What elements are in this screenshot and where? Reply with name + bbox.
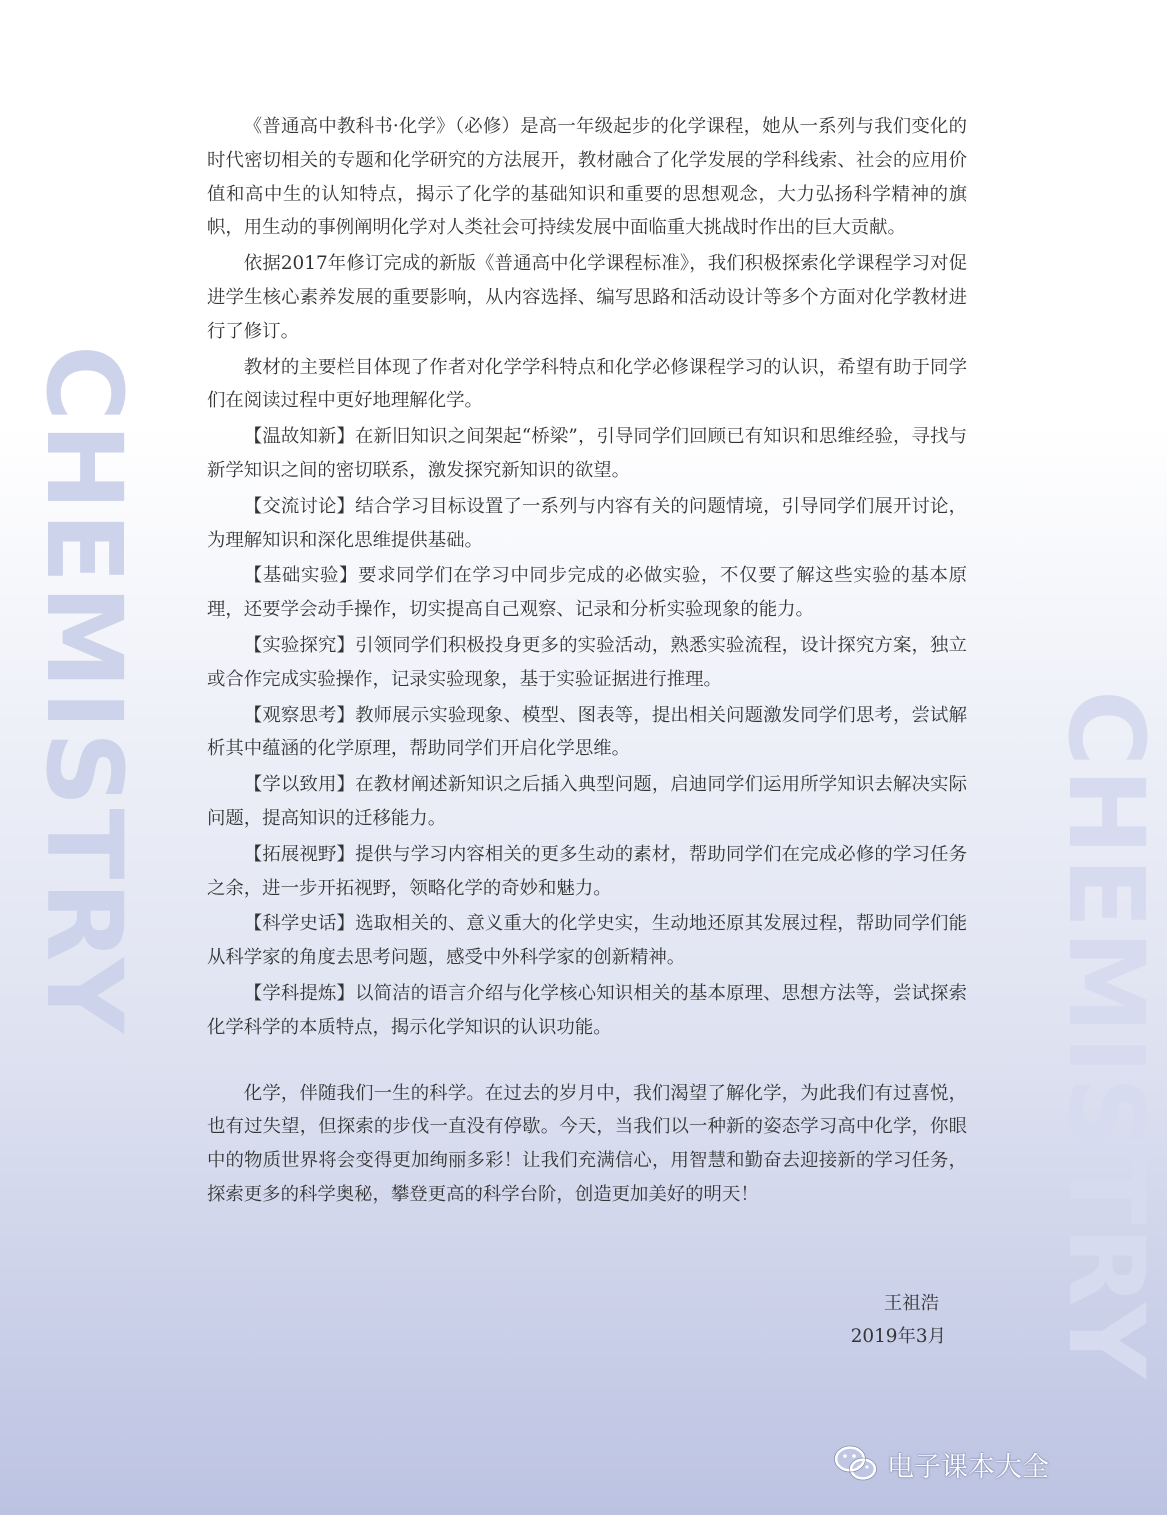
paragraph-column-apply: 【学以致用】在教材阐述新知识之后插入典型问题，启迪同学们运用所学知识去解决实际问题，提高知识的迁移能力。 (207, 774, 967, 829)
paragraph-column-basic-experiment: 【基础实验】要求同学们在学习中同步完成的必做实验，不仅要了解这些实验的基本原理，还要学会动手操作，切实提高自己观察、记录和分析实验现象的能力。 (207, 565, 967, 621)
preface-body (207, 110, 967, 1214)
side-decoration-text (23, 345, 145, 1036)
signature-date: 2019年3月 (850, 1326, 946, 1347)
author-name: 王祖浩 (883, 1293, 939, 1314)
source-watermark (833, 1444, 1049, 1484)
paragraph-column-history: 【科学史话】选取相关的、意义重大的化学史实，生动地还原其发展过程，帮助同学们能从科学家的角度去思考问题，感受中外科学家的创新精神。 (207, 913, 967, 969)
paragraph-standard: 依据2017年修订完成的新版《普通高中化学课程标准》，我们积极探索化学课程学习对促进学生核心素养发展的重要影响，从内容选择、编写思路和活动设计等多个方面对化学教材进行了修订。 (207, 253, 967, 342)
side-decoration-label: CHEMISTRY (23, 345, 145, 1036)
watermark-text: 电子课本大全 (887, 1451, 1049, 1483)
paragraph-column-observe: 【观察思考】教师展示实验现象、模型、图表等，提出相关问题激发同学们思考，尝试解析其中蕴涵的化学原理，帮助同学们开启化学思维。 (207, 704, 967, 760)
signature-block (851, 1287, 946, 1353)
paragraph-column-discussion: 【交流讨论】结合学习目标设置了一系列与内容有关的问题情境，引导同学们展开讨论，为理解知识和深化思维提供基础。 (207, 495, 967, 551)
paragraph-column-extend: 【拓展视野】提供与学习内容相关的更多生动的素材，帮助同学们在完成必修的学习任务之余，进一步开拓视野，领略化学的奇妙和魅力。 (207, 843, 967, 899)
wechat-icon (833, 1444, 879, 1484)
paragraph-intro: 《普通高中教科书·化学》（必修）是高一年级起步的化学课程，她从一系列与我们变化的时代密切相关的专题和化学研究的方法展开，教材融合了化学发展的学科线索、社会的应用价值和高中生的认知特点，揭示了化学的基础知识和重要的思想观念，大力弘扬科学精神的旗帜，用生动的事例阐明化学对人类社会可持续发展中面临重大挑战时作出的巨大贡献。 (207, 116, 967, 239)
paragraph-closing: 化学，伴随我们一生的科学。在过去的岁月中，我们渴望了解化学，为此我们有过喜悦，也有过失望，但探索的步伐一直没有停歇。今天，当我们以一种新的姿态学习高中化学，你眼中的物质世界将会变得更加绚丽多彩！让我们充满信心，用智慧和勤奋去迎接新的学习任务，探索更多的科学奥秘，攀登更高的科学台阶，创造更加美好的明天！ (207, 1082, 967, 1205)
side-decoration-label-right: CHEMISTRY (1045, 690, 1167, 1381)
paragraph-spacer (207, 1047, 967, 1077)
paragraph-column-inquiry: 【实验探究】引领同学们积极投身更多的实验活动，熟悉实验流程，设计探究方案，独立或合作完成实验操作，记录实验现象，基于实验证据进行推理。 (207, 634, 967, 690)
side-decoration-text-right (1045, 690, 1167, 1390)
paragraph-column-review: 【温故知新】在新旧知识之间架起“桥梁”，引导同学们回顾已有知识和思维经验，寻找与新学知识之间的密切联系，激发探究新知识的欲望。 (207, 426, 967, 481)
paragraph-columns: 教材的主要栏目体现了作者对化学学科特点和化学必修课程学习的认识，希望有助于同学们在阅读过程中更好地理解化学。 (207, 356, 967, 412)
paragraph-column-refine: 【学科提炼】以简洁的语言介绍与化学核心知识相关的基本原理、思想方法等，尝试探索化学科学的本质特点，揭示化学知识的认识功能。 (207, 982, 967, 1038)
